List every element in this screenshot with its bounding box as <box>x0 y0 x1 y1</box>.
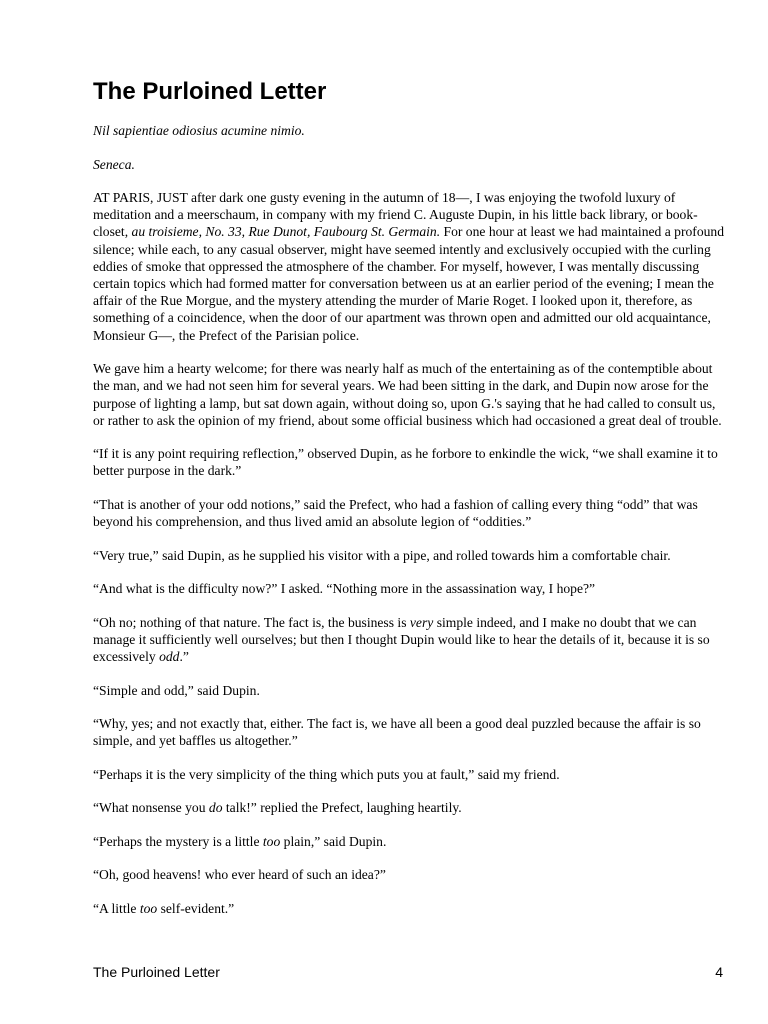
emphasis-text: odd <box>159 649 180 665</box>
paragraph-text: “What nonsense you <box>93 800 209 816</box>
paragraph-text: “Perhaps the mystery is a little <box>93 833 263 849</box>
footer-title: The Purloined Letter <box>93 964 220 980</box>
paragraph: “Perhaps it is the very simplicity of the thing which puts you at fault,” said my friend. <box>93 766 560 782</box>
emphasis-text: au troisieme, No. 33, Rue Dunot, Faubourg St. Germain. <box>131 224 441 240</box>
emphasis-text: too <box>262 833 281 849</box>
emphasis-text: very <box>409 614 434 630</box>
epigraph: Nil sapientiae odiosius acumine nimio. <box>93 123 305 138</box>
paragraph-text: AT PARIS, JUST after dark one gusty evening in the autumn of 18—, I was enjoying the twofold luxury of meditation and a meerschaum, in company with my friend C. Auguste Dupin, in his little back library, or book-closet, <box>93 190 698 240</box>
paragraph-text: “A little <box>93 900 140 916</box>
paragraph: “If it is any point requiring reflection,” observed Dupin, as he forbore to enkindle the wick, “we shall examine it to better purpose in the dark.” <box>93 446 718 479</box>
document-body <box>93 122 725 933</box>
paragraph: “Oh, good heavens! who ever heard of such an idea?” <box>93 867 386 883</box>
paragraph: “Why, yes; and not exactly that, either. The fact is, we have all been a good deal puzzled because the affair is so simple, and yet baffles us altogether.” <box>93 716 701 749</box>
paragraph: “Very true,” said Dupin, as he supplied his visitor with a pipe, and rolled towards him a comfortable chair. <box>93 547 671 563</box>
paragraph: “And what is the difficulty now?” I asked. “Nothing more in the assassination way, I hope?” <box>93 581 596 597</box>
paragraph <box>93 833 725 850</box>
epigraph-attribution: Seneca. <box>93 156 135 172</box>
document-title: The Purloined Letter <box>93 78 327 105</box>
paragraph-text: talk!” replied the Prefect, laughing heartily. <box>222 800 462 816</box>
paragraph-text: .” <box>179 649 189 665</box>
emphasis-text: do <box>208 800 223 816</box>
paragraph-text: “Oh no; nothing of that nature. The fact is, the business is <box>93 614 410 630</box>
emphasis-text: too <box>139 900 158 916</box>
paragraph-text: self-evident.” <box>157 900 235 916</box>
paragraph: “That is another of your odd notions,” said the Prefect, who had a fashion of calling every thing “odd” that was beyond his comprehension, and thus lived amid an absolute legion of “oddities.” <box>93 496 698 530</box>
paragraph <box>93 799 725 816</box>
paragraph <box>93 614 725 666</box>
paragraph: “Simple and odd,” said Dupin. <box>93 682 260 698</box>
paragraph <box>93 900 725 917</box>
paragraph-text: simple indeed, and I make no doubt that we can manage it sufficiently well ourselves; but then I thought Dupin would like to hear the details of it, because it is so excessively <box>93 614 710 665</box>
paragraph <box>93 189 725 344</box>
paragraph: We gave him a hearty welcome; for there was nearly half as much of the entertaining as of the contemptible about the man, and we had not seen him for several years. We had been sitting in the dark, and Dupin now arose for the purpose of lighting a lamp, but sat down again, without doing so, upon G.'s saying that he had called to consult us, or rather to ask the opinion of my friend, about some official business which had occasioned a great deal of trouble. <box>93 361 722 428</box>
page-number: 4 <box>715 964 723 980</box>
paragraph-text: For one hour at least we had maintained a profound silence; while each, to any casual observer, might have seemed intently and exclusively occupied with the curling eddies of smoke that oppressed the atmosphere of the chamber. For myself, however, I was mentally discussing certain topics which had formed matter for conversation between us at an earlier period of the evening; I mean the affair of the Rue Morgue, and the mystery attending the murder of Marie Roget. I looked upon it, therefore, as something of a coincidence, when the door of our apartment was thrown open and admitted our old acquaintance, Monsieur G—, the Prefect of the Parisian police. <box>93 224 725 343</box>
paragraph-text: plain,” said Dupin. <box>280 833 387 849</box>
